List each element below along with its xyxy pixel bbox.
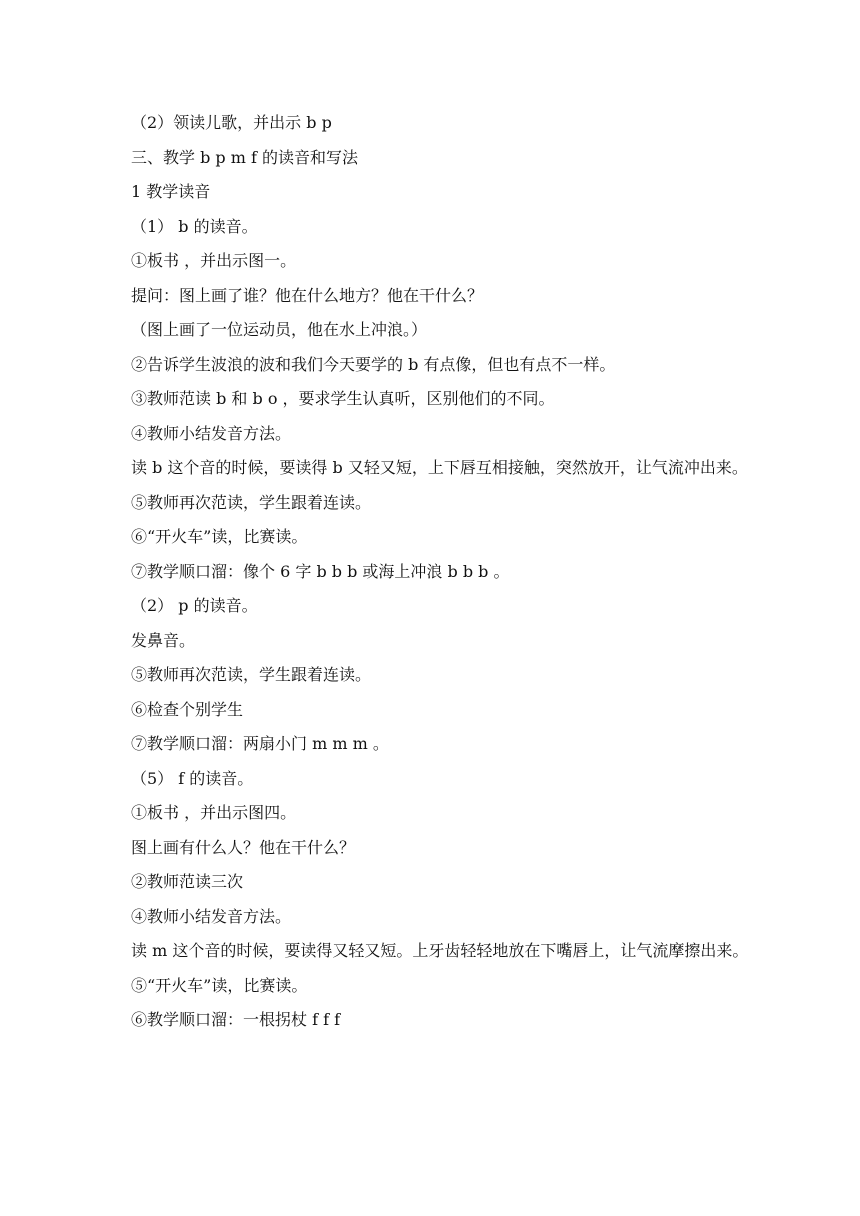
text-line: ⑥“开火车”读，比赛读。 [131,527,308,546]
text-line: ③教师范读 b 和 b o ，要求学生认真听，区别他们的不同。 [131,389,555,408]
text-line: ⑦教学顺口溜：像个 6 字 b b b 或海上冲浪 b b b 。 [131,561,510,581]
text-line: ④教师小结发音方法。 [131,423,292,443]
subsection-heading: 1 教学读音 [131,182,211,201]
text-line: ④教师小结发音方法。 [131,906,292,926]
text-line: ⑦教学顺口溜：两扇小门 m m m 。 [131,734,389,753]
text-line: ⑥检查个别学生 [131,699,244,719]
text-line: ⑤教师再次范读，学生跟着连读。 [131,665,372,684]
text-line: （5） f 的读音。 [131,768,254,788]
text-line: ②教师范读三次 [131,872,244,891]
text-line: （2）领读儿歌，并出示 b p [131,113,332,132]
text-line: ⑤“开火车”读，比赛读。 [131,975,308,995]
text-paragraph: 读 m 这个音的时候，要读得又轻又短。上牙齿轻轻地放在下嘴唇上，让气流摩擦出来。 [131,941,749,960]
text-line: ①板书 ，并出示图一。 [131,251,297,270]
text-line: （图上画了一位运动员，他在水上冲浪。） [131,320,428,339]
text-line: 提问：图上画了谁？他在什么地方？他在干什么？ [131,285,484,305]
text-line: （1） b 的读音。 [131,216,258,236]
text-paragraph: 读 b 这个音的时候，要读得 b 又轻又短，上下唇互相接触，突然放开，让气流冲出来。 [131,458,748,477]
text-line: ①板书 ，并出示图四。 [131,803,297,822]
section-heading: 三、教学 b p m f 的读音和写法 [131,147,359,167]
text-line: ⑤教师再次范读，学生跟着连读。 [131,492,372,512]
text-line: （2） p 的读音。 [131,596,258,615]
text-line: 图上画有什么人？他在干什么？ [131,837,356,857]
text-line: ②告诉学生波浪的波和我们今天要学的 b 有点像，但也有点不一样。 [131,354,616,374]
text-line: ⑥教学顺口溜：一根拐杖 f f f [131,1010,341,1029]
document-body [131,106,751,1038]
text-line: 发鼻音。 [131,630,196,650]
